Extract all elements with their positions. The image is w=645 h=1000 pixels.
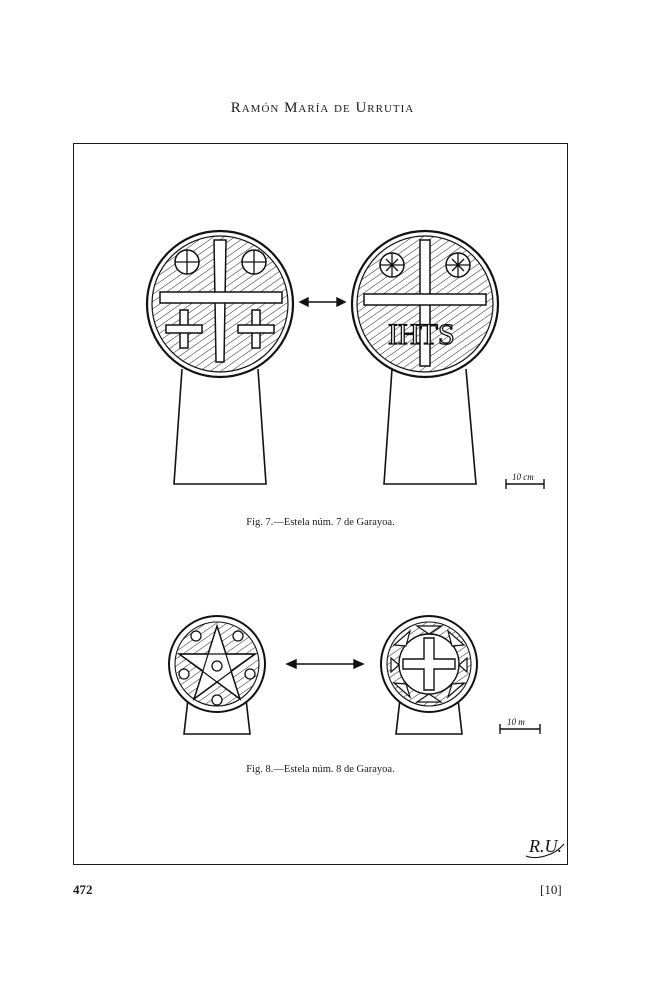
stela-7-back bbox=[352, 231, 498, 484]
stela-8-front bbox=[169, 616, 265, 734]
scale-label-7: 10 cm bbox=[512, 472, 534, 482]
plate-drawings bbox=[74, 144, 569, 866]
ihs-letters: IHTS bbox=[388, 318, 455, 351]
figure-7-caption: Fig. 7.—Estela núm. 7 de Garayoa. bbox=[246, 517, 395, 528]
running-title: Ramón María de Urrutia bbox=[230, 100, 415, 116]
section-number: [10] bbox=[540, 882, 562, 897]
double-arrow-icon bbox=[287, 660, 363, 668]
figure-plate bbox=[73, 143, 568, 865]
page-number: 472 bbox=[73, 882, 93, 897]
stela-7-front bbox=[147, 231, 293, 484]
stela-8-back bbox=[381, 616, 477, 734]
signature: R.U. bbox=[529, 836, 562, 856]
double-arrow-icon bbox=[300, 298, 345, 306]
scale-label-8: 10 m bbox=[507, 717, 525, 727]
figure-8-caption: Fig. 8.—Estela núm. 8 de Garayoa. bbox=[246, 764, 395, 775]
